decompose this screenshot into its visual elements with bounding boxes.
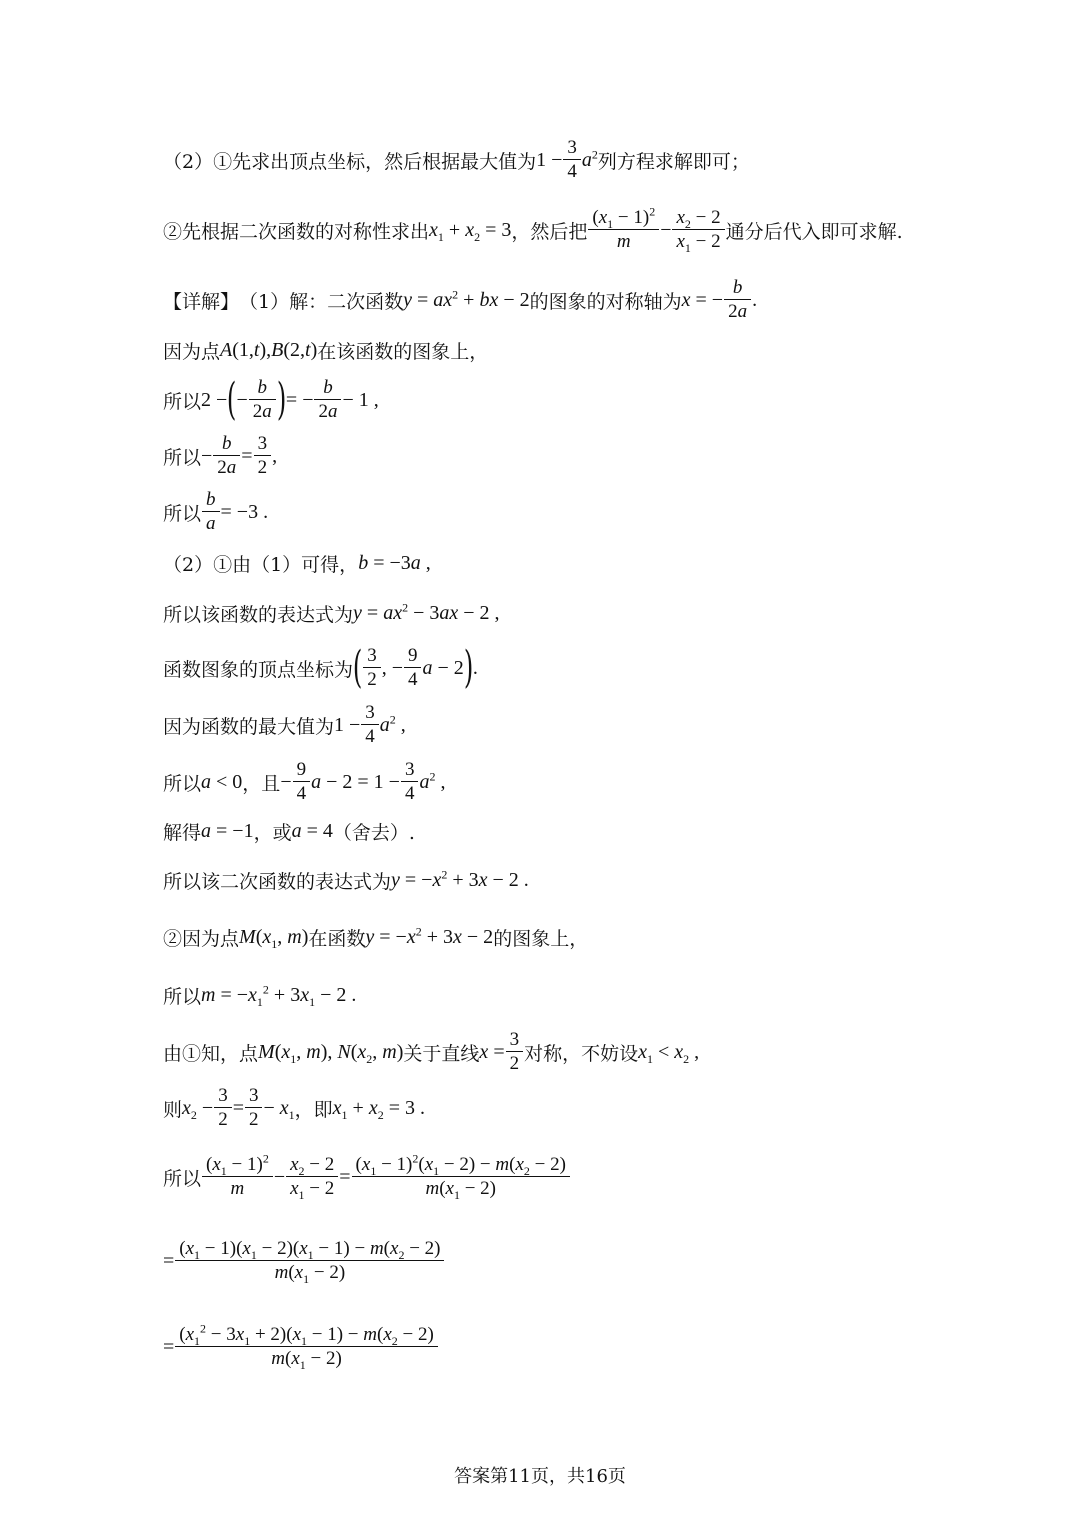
text-line-10: 函数图象的顶点坐标为 ( $\frac{3}{2}$ , − $\frac{9}{4}$ a − 2 ) . [163,642,478,693]
text-line-7: 所以 $\frac{b}{a}$ = −3 . [163,489,269,534]
text-line-6: 所以 − $\frac{b}{2a}$ = $\frac{3}{2}$ , [163,433,278,478]
text-line-13: 解得 a = −1 ，或 a = 4 （舍去）. [163,819,415,844]
text-line-4: 因为点 A(1,t),B(2,t) 在该函数的图象上， [163,338,489,363]
text-line-3: 【详解】 （1）解：二次函数 $y = ax^2$ + bx − 2 的图象的对称轴为 x = − $\frac{b}{2a}$ . [163,277,758,322]
text-line-18: 则 $x_2$ − $\frac{3}{2}$ = $\frac{3}{2}$ − $x_1$ ，即 $x_1 + x_2 = 3$ . [163,1085,425,1130]
text-line-20: = $\frac{(x_1 - 1)(x_1 - 2)(x_1 - 1) - m(x_2 - 2)}{m(x_1 - 2)}$ [163,1236,445,1286]
text-line-8: （2）①由（1）可得， b = −3a , [163,551,431,576]
line-1-tail: 列方程求解即可； [597,150,750,173]
text-line-17: 由①知，点 $M(x_1$, m), $N(x_2$, m) 关于直线 x = $\frac{3}{2}$ 对称，不妨设 $x_1 < x_2$ , [163,1029,700,1074]
text-line-12: 所以 a < 0 ，且 − $\frac{9}{4}$ a − 2 = 1 − $\frac{3}{4}$ $a^2$ , [163,759,446,804]
text-line-14: 所以该二次函数的表达式为 $y = -x^2 + 3x - 2$ . [163,866,529,893]
text-line-1: （2）①先求出顶点坐标，然后根据最大值为 1 − $\frac{3}{4}$ $a^2$ 列方程求解即可； [163,137,750,182]
text-line-19: 所以 $\frac{(x_1 - 1)^2}{m}$ − $\frac{x_2 - 2}{x_1 - 2}$ = $\frac{(x_1 - 1)^2(x_1 - 2) - m(x_2 - 2)}{m(x_1 - 2)}$ [163,1152,571,1202]
text-line-11: 因为函数的最大值为 1 − $\frac{3}{4}$ $a^2$ , [163,702,406,747]
text-line-2: ②先根据二次函数的对称性求出 $x_1 + x_2 = 3$ ，然后把 $\frac{(x_1 - 1)^2}{m}$ − $\frac{x_2 - 2}{x_1 - 2}$ 通分后代入即可求解. [163,204,903,255]
text-line-9: 所以该函数的表达式为 $y = ax^2 - 3ax - 2$ , [163,599,500,626]
text-line-16: 所以 $m = -x_1^2 + 3x_1 - 2$ . [163,981,357,1009]
detail-label: 【详解】 [163,290,240,313]
page-footer: 答案第11页，共16页 [454,1466,626,1487]
line-1-text: （2）①先求出顶点坐标，然后根据最大值为 [163,150,537,173]
text-line-15: ②因为点 $M(x_1$, m) 在函数 $y = -x^2 + 3x - 2$ 的图象上， [163,923,589,951]
text-line-21: = $\frac{(x_1^2 - 3x_1 + 2)(x_1 - 1) - m(x_2 - 2)}{m(x_1 - 2)}$ [163,1322,439,1372]
text-line-5: 所以 2 − ( − $\frac{b}{2a}$ ) = − $\frac{b}{2a}$ − 1 , [163,374,379,425]
